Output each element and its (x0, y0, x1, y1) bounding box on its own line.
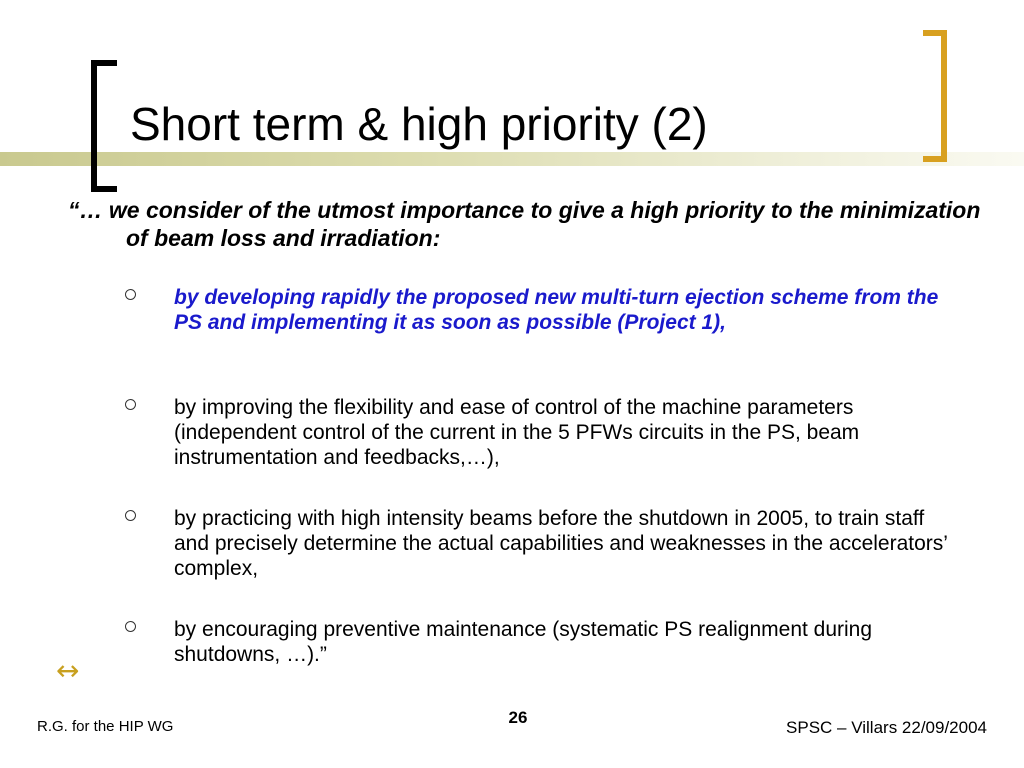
bullet-text: by improving the flexibility and ease of control of the machine parameters (independent control of the current in the 5 PFWs circuits in the PS, beam instrumentation and feedbacks,…), (174, 396, 860, 469)
page-number: 26 (508, 708, 528, 727)
hollow-circle-bullet-icon (125, 621, 136, 632)
bullet-text: by developing rapidly the proposed new multi-turn ejection scheme from the PS and implementing it as soon as possible (Project 1), (174, 286, 939, 334)
slide-title: Short term & high priority (2) (130, 98, 708, 150)
hollow-circle-bullet-icon (125, 510, 136, 521)
bullet-text: by practicing with high intensity beams before the shutdown in 2005, to train staff and precisely determine the actual capabilities and weaknesses in the accelerators’ complex, (174, 507, 948, 580)
footer-event: SPSC – Villars 22/09/2004 (786, 718, 987, 737)
footer-author: R.G. for the HIP WG (37, 718, 174, 735)
left-right-arrow-icon[interactable]: ↔ (56, 654, 80, 687)
title-band (0, 152, 1024, 166)
right-bracket-decoration (923, 30, 947, 162)
hollow-circle-bullet-icon (125, 399, 136, 410)
left-bracket-decoration (91, 60, 117, 192)
bullet-text: by encouraging preventive maintenance (systematic PS realignment during shutdowns, …).” (174, 618, 873, 666)
hollow-circle-bullet-icon (125, 289, 136, 300)
quote-intro: “… we consider of the utmost importance to give a high priority to the minimization of beam loss and irradiation: (68, 197, 981, 251)
